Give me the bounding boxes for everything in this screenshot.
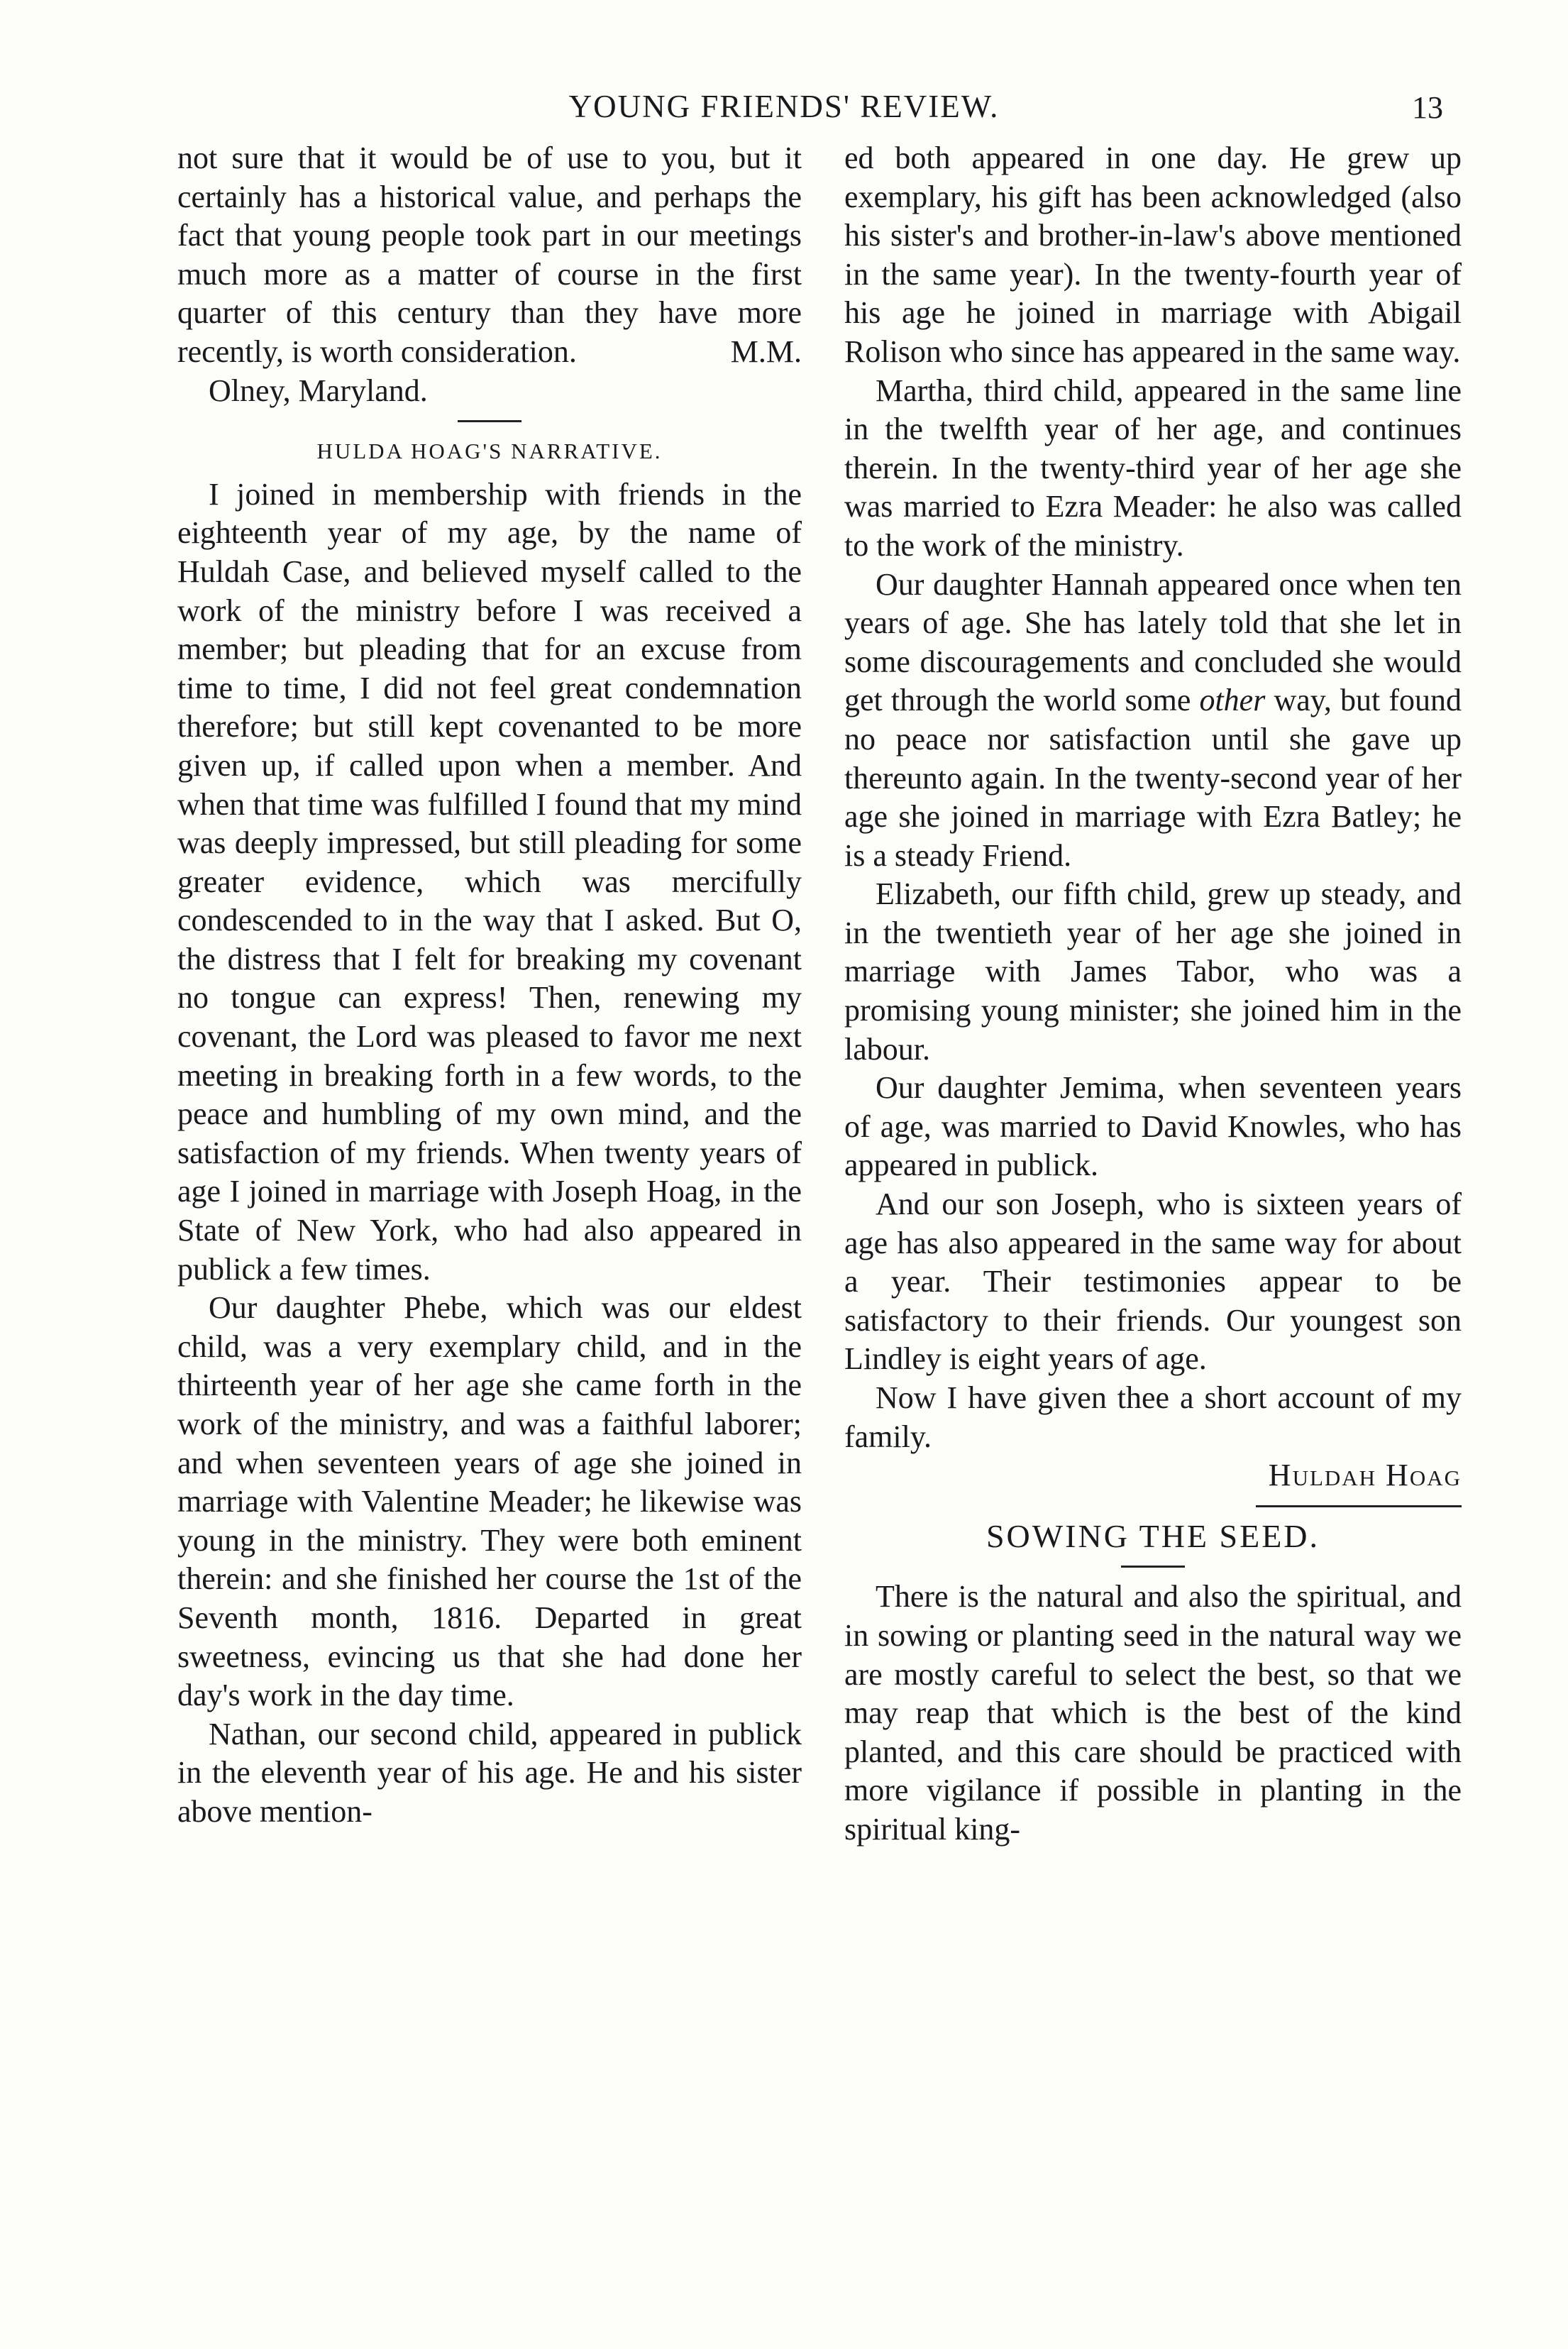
intro-signature: M.M. [730,334,802,369]
narrative-signature: Huldah Hoag [1268,1458,1462,1493]
intro-paragraph: not sure that it would be of use to you, but it certainly has a historical value, and perhaps the fact that young people took part in our meetings much more as a matter of course in the first quarter of this century than they have more recently, is worth consideration. [177,141,802,369]
intro-place: Olney, Maryland. [209,373,428,408]
narrative-paragraph-elizabeth: Elizabeth, our fifth child, grew up steady, and in the twentieth year of her age she joined in marriage with James Tabor, who was a promising young minister; she joined him in the labour. [844,876,1462,1067]
hannah-text-before: Our daughter Hannah appeared once when ten years of age. She has lately told that she let in some discouragements and concluded she would get through the world some [844,566,1462,718]
section-title-sowing: SOWING THE SEED. [985,1517,1320,1554]
narrative-paragraph-hannah [844,566,1462,876]
page-number: 13 [1412,90,1443,125]
article-divider [1256,1505,1462,1507]
section-divider [458,420,521,422]
hannah-text-emphasis: other [1199,683,1266,718]
narrative-paragraph-3: Nathan, our second child, appeared in publick in the eleventh year of his age. He and his sister above mention- [177,1716,802,1829]
narrative-paragraph-jemima: Our daughter Jemima, when seventeen years of age, was married to David Knowles, who has appeared in publick. [844,1070,1462,1183]
sowing-paragraph: There is the natural and also the spiritual, and in sowing or planting seed in the natural way we are mostly careful to select the best, so that we may reap that which is the best of the kind planted, and this care should be practiced with more vigilance if possible in planting in the spiritual king- [844,1579,1462,1847]
narrative-paragraph-martha: Martha, third child, appeared in the same line in the twelfth year of her age, and continues therein. In the twenty-third year of her age she was married to Ezra Meader: he also was called to the work of the ministry. [844,373,1462,563]
narrative-paragraph-2: Our daughter Phebe, which was our eldest child, was a very exemplary child, and in the thirteenth year of her age she came forth in the work of the ministry, and was a faithful laborer; and when seventeen years of age she joined in marriage with Valentine Meader; he likewise was young in the ministry. They were both eminent therein: and she finished her course the 1st of the Seventh month, 1816. Departed in great sweetness, evincing us that she had done her day's work in the day time. [177,1290,802,1713]
section-title-narrative: HULDA HOAG'S NARRATIVE. [316,439,663,464]
running-head: YOUNG FRIENDS' REVIEW. [568,89,1000,124]
narrative-paragraph-closing: Now I have given thee a short account of my family. [844,1380,1462,1454]
right-column [844,139,1462,1849]
narrative-paragraph-continued: ed both appeared in one day. He grew up exemplary, his gift has been acknowledged (also his sister's and brother-in-law's above mentioned in the same year). In the twenty-fourth year of his age he joined in marriage with Abigail Rolison who since has appeared in the same way. [844,141,1462,369]
title-underline [1121,1566,1185,1568]
narrative-paragraph-1: I joined in membership with friends in the eighteenth year of my age, by the name of Huldah Case, and believed myself called to the work of the ministry before I was received a member; but pleading that for an excuse from time to time, I did not feel great condemnation therefore; but still kept covenanted to be more given up, if called upon when a member. And when that time was fulfilled I found that my mind was deeply impressed, but still pleading for some greater evidence, which was mercifully condescended to in the way that I asked. But O, the distress that I felt for breaking my covenant no tongue can express! Then, renewing my covenant, the Lord was pleased to favor me next meeting in breaking forth in a few words, to the peace and humbling of my own mind, and the satisfaction of my friends. When twenty years of age I joined in marriage with Joseph Hoag, in the State of New York, who had also appeared in publick a few times. [177,476,802,1287]
narrative-paragraph-joseph: And our son Joseph, who is sixteen years of age has also appeared in the same way for about a year. Their testimonies appear to be satisfactory to their friends. Our youngest son Lindley is eight years of age. [844,1187,1462,1377]
left-column [177,139,802,1832]
hannah-text-after: way, but found no peace nor satisfaction until she gave up thereunto again. In the twenty-second year of her age she joined in marriage with Ezra Batley; he is a steady Friend. [844,683,1462,873]
